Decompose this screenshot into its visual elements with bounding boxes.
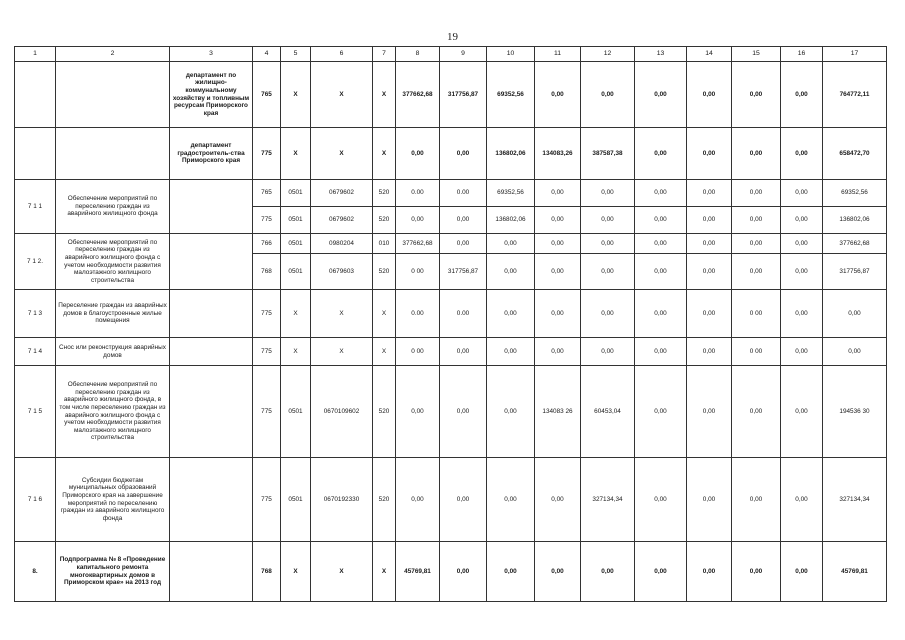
value-cell-col-11: 0,00: [535, 458, 581, 542]
value-cell-col-10: 0,00: [487, 458, 535, 542]
column-header-12: 12: [581, 47, 635, 62]
value-cell-col-4: 775: [253, 366, 281, 458]
table-row: [15, 366, 887, 458]
value-cell-col-9: 0,00: [440, 128, 487, 180]
table-row: [15, 234, 887, 254]
value-cell-col-13: 0,00: [635, 254, 687, 290]
value-cell-col-9: 0,00: [440, 542, 487, 602]
value-cell-col-17: 327134,34: [823, 458, 887, 542]
table-row: [15, 458, 887, 542]
column-header-14: 14: [687, 47, 732, 62]
value-cell-col-15: 0,00: [732, 542, 781, 602]
value-cell-col-16: 0,00: [781, 366, 823, 458]
value-cell-col-8: 377662,68: [396, 234, 440, 254]
value-cell-col-9: 0.00: [440, 290, 487, 338]
value-cell-col-8: 0,00: [396, 458, 440, 542]
value-cell-col-6: X: [311, 62, 373, 128]
value-cell-col-17: 45769,81: [823, 542, 887, 602]
value-cell-col-13: 0,00: [635, 458, 687, 542]
row-description-cell: Снос или реконструкция аварийных домов: [56, 338, 170, 366]
value-cell-col-14: 0,00: [687, 128, 732, 180]
value-cell-col-16: 0,00: [781, 290, 823, 338]
column-header-4: 4: [253, 47, 281, 62]
value-cell-col-4: 775: [253, 290, 281, 338]
value-cell-col-9: 317756,87: [440, 254, 487, 290]
value-cell-col-10: 136802,06: [487, 207, 535, 234]
value-cell-col-4: 765: [253, 180, 281, 207]
value-cell-col-4: 765: [253, 62, 281, 128]
value-cell-col-13: 0,00: [635, 234, 687, 254]
value-cell-col-9: 0,00: [440, 366, 487, 458]
value-cell-col-7: 520: [373, 180, 396, 207]
value-cell-col-12: 0,00: [581, 542, 635, 602]
value-cell-col-14: 0,00: [687, 62, 732, 128]
value-cell-col-7: X: [373, 128, 396, 180]
value-cell-col-5: X: [281, 338, 311, 366]
value-cell-col-14: 0,00: [687, 458, 732, 542]
value-cell-col-9: 0,00: [440, 458, 487, 542]
row-department-cell: [170, 338, 253, 366]
table-row: [15, 128, 887, 180]
value-cell-col-4: 766: [253, 234, 281, 254]
value-cell-col-11: 0,00: [535, 234, 581, 254]
column-header-6: 6: [311, 47, 373, 62]
value-cell-col-11: 134083 26: [535, 366, 581, 458]
value-cell-col-4: 775: [253, 128, 281, 180]
value-cell-col-6: 0670109602: [311, 366, 373, 458]
value-cell-col-4: 768: [253, 542, 281, 602]
value-cell-col-11: 134083,26: [535, 128, 581, 180]
row-number-cell: 7 1 5: [15, 366, 56, 458]
column-header-3: 3: [170, 47, 253, 62]
value-cell-col-13: 0,00: [635, 290, 687, 338]
value-cell-col-14: 0,00: [687, 290, 732, 338]
table-row: [15, 62, 887, 128]
value-cell-col-17: 194536 30: [823, 366, 887, 458]
value-cell-col-7: 520: [373, 458, 396, 542]
value-cell-col-7: 520: [373, 254, 396, 290]
value-cell-col-12: 0,00: [581, 254, 635, 290]
value-cell-col-17: 0,00: [823, 338, 887, 366]
value-cell-col-8: 0.00: [396, 180, 440, 207]
row-department-cell: департамент градостроитель-ства Приморского края: [170, 128, 253, 180]
column-header-1: 1: [15, 47, 56, 62]
value-cell-col-5: 0501: [281, 458, 311, 542]
value-cell-col-5: X: [281, 290, 311, 338]
value-cell-col-12: 0,00: [581, 338, 635, 366]
value-cell-col-10: 69352,56: [487, 180, 535, 207]
value-cell-col-15: 0,00: [732, 180, 781, 207]
value-cell-col-15: 0,00: [732, 207, 781, 234]
value-cell-col-17: 136802,06: [823, 207, 887, 234]
value-cell-col-15: 0,00: [732, 234, 781, 254]
value-cell-col-16: 0,00: [781, 458, 823, 542]
value-cell-col-13: 0,00: [635, 338, 687, 366]
table-row: [15, 180, 887, 207]
value-cell-col-16: 0,00: [781, 254, 823, 290]
value-cell-col-14: 0,00: [687, 366, 732, 458]
value-cell-col-6: X: [311, 338, 373, 366]
value-cell-col-6: 0980204: [311, 234, 373, 254]
column-header-10: 10: [487, 47, 535, 62]
value-cell-col-5: X: [281, 62, 311, 128]
value-cell-col-17: 764772,11: [823, 62, 887, 128]
value-cell-col-4: 775: [253, 338, 281, 366]
value-cell-col-6: X: [311, 128, 373, 180]
value-cell-col-7: X: [373, 338, 396, 366]
value-cell-col-14: 0,00: [687, 207, 732, 234]
value-cell-col-16: 0,00: [781, 542, 823, 602]
value-cell-col-8: 377662,68: [396, 62, 440, 128]
value-cell-col-8: 45769,81: [396, 542, 440, 602]
value-cell-col-12: 0,00: [581, 290, 635, 338]
column-header-5: 5: [281, 47, 311, 62]
value-cell-col-13: 0,00: [635, 207, 687, 234]
row-department-cell: [170, 366, 253, 458]
row-number-cell: 7 1 3: [15, 290, 56, 338]
value-cell-col-15: 0,00: [732, 458, 781, 542]
value-cell-col-5: 0501: [281, 207, 311, 234]
row-department-cell: [170, 542, 253, 602]
page-number: 19: [447, 31, 458, 43]
value-cell-col-16: 0,00: [781, 62, 823, 128]
value-cell-col-15: 0,00: [732, 62, 781, 128]
row-description-cell: Подпрограмма № 8 «Проведение капитального ремонта многоквартирных домов в Приморском крае» на 2013 год: [56, 542, 170, 602]
value-cell-col-10: 0,00: [487, 254, 535, 290]
table-row: [15, 338, 887, 366]
value-cell-col-8: 0 00: [396, 338, 440, 366]
value-cell-col-5: 0501: [281, 180, 311, 207]
value-cell-col-17: 0,00: [823, 290, 887, 338]
value-cell-col-12: 0,00: [581, 62, 635, 128]
column-header-15: 15: [732, 47, 781, 62]
value-cell-col-12: 60453,04: [581, 366, 635, 458]
value-cell-col-12: 0,00: [581, 207, 635, 234]
value-cell-col-11: 0,00: [535, 180, 581, 207]
row-description-cell: [56, 128, 170, 180]
value-cell-col-7: X: [373, 62, 396, 128]
row-number-cell: [15, 62, 56, 128]
row-description-cell: Обеспечение мероприятий по переселению граждан из аварийного жилищного фонда с учетом необходимости развития малоэтажного жилищного строительства: [56, 234, 170, 290]
value-cell-col-10: 0,00: [487, 338, 535, 366]
value-cell-col-6: 0679603: [311, 254, 373, 290]
row-number-cell: 7 1 4: [15, 338, 56, 366]
value-cell-col-8: 0,00: [396, 128, 440, 180]
value-cell-col-8: 0,00: [396, 207, 440, 234]
column-header-9: 9: [440, 47, 487, 62]
value-cell-col-11: 0,00: [535, 254, 581, 290]
value-cell-col-14: 0,00: [687, 180, 732, 207]
value-cell-col-12: 387587,38: [581, 128, 635, 180]
value-cell-col-11: 0,00: [535, 290, 581, 338]
value-cell-col-16: 0,00: [781, 180, 823, 207]
value-cell-col-11: 0,00: [535, 62, 581, 128]
value-cell-col-5: 0501: [281, 234, 311, 254]
value-cell-col-12: 0,00: [581, 180, 635, 207]
value-cell-col-17: 69352,56: [823, 180, 887, 207]
value-cell-col-14: 0,00: [687, 542, 732, 602]
value-cell-col-13: 0,00: [635, 128, 687, 180]
value-cell-col-10: 0,00: [487, 542, 535, 602]
budget-table: [14, 46, 887, 602]
value-cell-col-15: 0,00: [732, 366, 781, 458]
value-cell-col-7: 010: [373, 234, 396, 254]
row-number-cell: [15, 128, 56, 180]
value-cell-col-10: 69352,56: [487, 62, 535, 128]
column-header-7: 7: [373, 47, 396, 62]
row-department-cell: [170, 234, 253, 290]
table-row: [15, 290, 887, 338]
value-cell-col-16: 0,00: [781, 338, 823, 366]
value-cell-col-13: 0,00: [635, 62, 687, 128]
row-description-cell: Обеспечение мероприятий по переселению граждан из аварийного жилищного фонда, в том числе переселению граждан из аварийного жилищного фонда с учетом необходимости развития малоэтажного жилищного строительства: [56, 366, 170, 458]
row-number-cell: 7 1 2.: [15, 234, 56, 290]
value-cell-col-9: 0,00: [440, 338, 487, 366]
value-cell-col-4: 775: [253, 207, 281, 234]
value-cell-col-10: 0,00: [487, 366, 535, 458]
value-cell-col-6: 0670192330: [311, 458, 373, 542]
value-cell-col-7: X: [373, 290, 396, 338]
row-description-cell: Субсидии бюджетам муниципальных образований Приморского края на завершение мероприятий по переселению граждан из аварийного жилищного фонда: [56, 458, 170, 542]
row-department-cell: [170, 458, 253, 542]
column-header-13: 13: [635, 47, 687, 62]
header-row: [15, 47, 887, 62]
row-number-cell: 7 1 1: [15, 180, 56, 234]
value-cell-col-17: 377662,68: [823, 234, 887, 254]
row-description-cell: Переселение граждан из аварийных домов в благоустроенные жилые помещения: [56, 290, 170, 338]
value-cell-col-13: 0,00: [635, 542, 687, 602]
value-cell-col-12: 0,00: [581, 234, 635, 254]
value-cell-col-11: 0,00: [535, 207, 581, 234]
value-cell-col-14: 0,00: [687, 234, 732, 254]
value-cell-col-5: 0501: [281, 366, 311, 458]
value-cell-col-7: X: [373, 542, 396, 602]
column-header-11: 11: [535, 47, 581, 62]
column-header-17: 17: [823, 47, 887, 62]
table-row: [15, 542, 887, 602]
value-cell-col-8: 0.00: [396, 290, 440, 338]
value-cell-col-16: 0,00: [781, 207, 823, 234]
value-cell-col-15: 0 00: [732, 290, 781, 338]
value-cell-col-5: 0501: [281, 254, 311, 290]
value-cell-col-5: X: [281, 542, 311, 602]
value-cell-col-14: 0,00: [687, 338, 732, 366]
row-department-cell: департамент по жилищно-коммунальному хозяйству и топливным ресурсам Приморского края: [170, 62, 253, 128]
row-department-cell: [170, 290, 253, 338]
row-description-cell: [56, 62, 170, 128]
value-cell-col-17: 317756,87: [823, 254, 887, 290]
value-cell-col-14: 0,00: [687, 254, 732, 290]
value-cell-col-9: 0,00: [440, 207, 487, 234]
value-cell-col-11: 0,00: [535, 542, 581, 602]
value-cell-col-9: 0.00: [440, 180, 487, 207]
value-cell-col-15: 0,00: [732, 128, 781, 180]
value-cell-col-6: X: [311, 542, 373, 602]
row-number-cell: 7 1 6: [15, 458, 56, 542]
value-cell-col-4: 775: [253, 458, 281, 542]
value-cell-col-9: 0,00: [440, 234, 487, 254]
column-header-2: 2: [56, 47, 170, 62]
value-cell-col-6: X: [311, 290, 373, 338]
value-cell-col-10: 0,00: [487, 290, 535, 338]
value-cell-col-11: 0,00: [535, 338, 581, 366]
value-cell-col-13: 0,00: [635, 366, 687, 458]
column-header-8: 8: [396, 47, 440, 62]
value-cell-col-16: 0,00: [781, 128, 823, 180]
value-cell-col-6: 0679602: [311, 180, 373, 207]
value-cell-col-9: 317756,87: [440, 62, 487, 128]
value-cell-col-8: 0,00: [396, 366, 440, 458]
value-cell-col-8: 0 00: [396, 254, 440, 290]
value-cell-col-4: 768: [253, 254, 281, 290]
row-description-cell: Обеспечение мероприятий по переселению граждан из аварийного жилищного фонда: [56, 180, 170, 234]
value-cell-col-15: 0,00: [732, 254, 781, 290]
value-cell-col-13: 0,00: [635, 180, 687, 207]
row-department-cell: [170, 180, 253, 234]
value-cell-col-10: 0,00: [487, 234, 535, 254]
value-cell-col-6: 0679602: [311, 207, 373, 234]
value-cell-col-7: 520: [373, 366, 396, 458]
value-cell-col-16: 0,00: [781, 234, 823, 254]
column-header-16: 16: [781, 47, 823, 62]
value-cell-col-17: 658472,70: [823, 128, 887, 180]
value-cell-col-7: 520: [373, 207, 396, 234]
row-number-cell: 8.: [15, 542, 56, 602]
value-cell-col-12: 327134,34: [581, 458, 635, 542]
value-cell-col-10: 136802,06: [487, 128, 535, 180]
value-cell-col-15: 0 00: [732, 338, 781, 366]
value-cell-col-5: X: [281, 128, 311, 180]
